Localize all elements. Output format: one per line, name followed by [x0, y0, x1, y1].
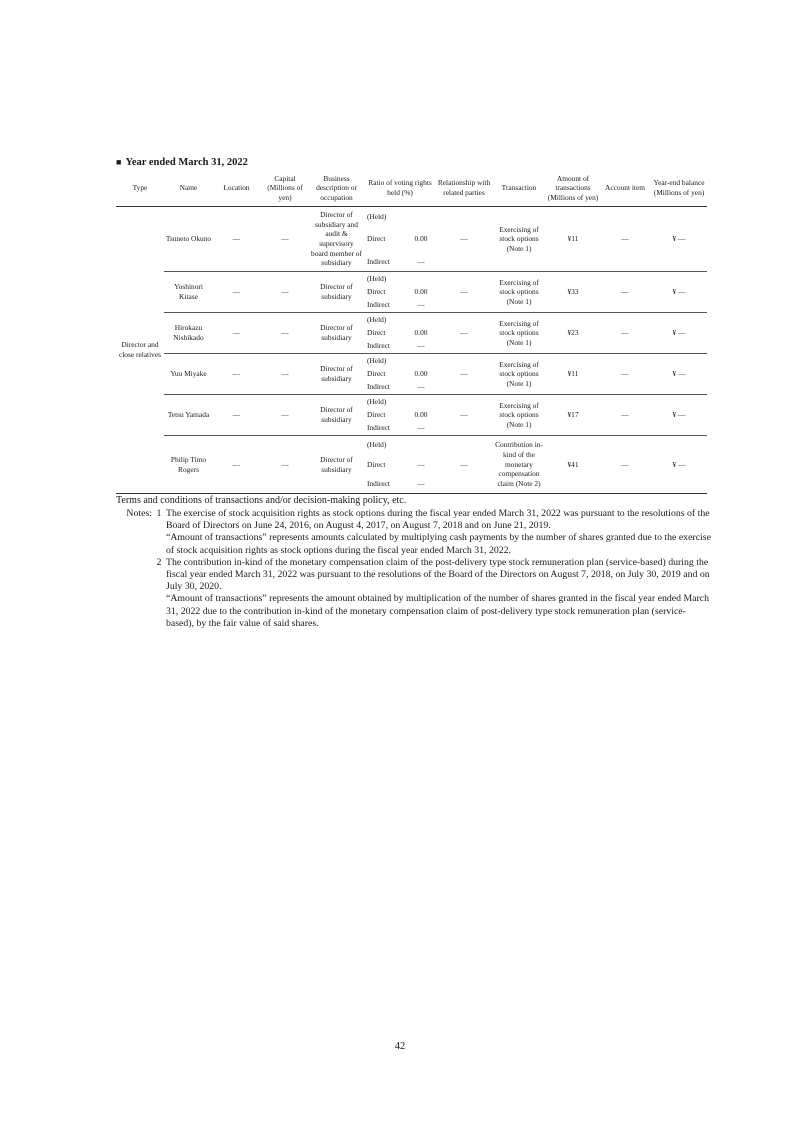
capital-cell: —	[260, 207, 310, 272]
relationship-cell: —	[437, 395, 491, 436]
table-row	[116, 354, 707, 395]
relationship-cell: —	[437, 436, 491, 494]
ratio-cell	[363, 436, 437, 494]
direct-value: 0.00	[414, 328, 428, 338]
business-cell: Director of subsidiary	[310, 436, 363, 494]
account-cell: —	[599, 313, 651, 354]
direct-label: Direct	[367, 328, 386, 338]
related-party-table	[116, 170, 707, 494]
balance-cell: ¥ —	[651, 272, 707, 313]
ratio-cell	[363, 395, 437, 436]
account-cell: —	[599, 272, 651, 313]
col-header-balance: Year-end balance (Millions of yen)	[651, 170, 707, 207]
ratio-cell	[363, 207, 437, 272]
transaction-cell: Exercising of stock options (Note 1)	[491, 207, 547, 272]
capital-cell: —	[260, 354, 310, 395]
indirect-label: Indirect	[367, 341, 390, 351]
note-number: 1	[156, 508, 162, 519]
business-cell: Director of subsidiary	[310, 272, 363, 313]
notes-label: Notes:	[126, 508, 152, 519]
name-cell: Tsuneto Okuno	[164, 207, 213, 272]
held-label: (Held)	[367, 356, 387, 366]
note-item	[116, 508, 712, 557]
name-cell: Yoshinori Kitase	[164, 272, 213, 313]
ratio-cell	[363, 272, 437, 313]
direct-label: Direct	[367, 234, 386, 244]
note-paragraph: “Amount of transactions” represents amounts calculated by multiplying cash payments by the number of shares granted due to the exercise of stock acquisition rights as stock options during the fiscal year ended March 31, 2022.	[166, 532, 711, 556]
account-cell: —	[599, 354, 651, 395]
indirect-value: —	[417, 341, 425, 351]
account-cell: —	[599, 436, 651, 494]
indirect-value: —	[417, 256, 425, 266]
held-label: (Held)	[367, 397, 387, 407]
capital-cell: —	[260, 436, 310, 494]
table-header-row	[116, 170, 707, 207]
direct-value: 0.00	[414, 410, 428, 420]
direct-label: Direct	[367, 369, 386, 379]
direct-value: —	[417, 459, 425, 469]
relationship-cell: —	[437, 354, 491, 395]
col-header-ratio: Ratio of voting rights held (%)	[363, 170, 437, 207]
transaction-cell: Exercising of stock options (Note 1)	[491, 272, 547, 313]
table-row	[116, 207, 707, 272]
held-label: (Held)	[367, 274, 387, 284]
indirect-label: Indirect	[367, 382, 390, 392]
business-cell: Director of subsidiary	[310, 313, 363, 354]
location-cell: —	[213, 313, 260, 354]
col-header-location: Location	[213, 170, 260, 207]
amount-cell: ¥11	[547, 354, 599, 395]
relationship-cell: —	[437, 272, 491, 313]
indirect-label: Indirect	[367, 256, 390, 266]
col-header-capital: Capital (Millions of yen)	[260, 170, 310, 207]
notes-section	[116, 508, 712, 630]
col-header-business: Business description or occupation	[310, 170, 363, 207]
amount-cell: ¥17	[547, 395, 599, 436]
indirect-value: —	[417, 423, 425, 433]
col-header-amount: Amount of transactions (Millions of yen)	[547, 170, 599, 207]
held-label: (Held)	[367, 440, 387, 450]
table-row	[116, 272, 707, 313]
ratio-cell	[363, 313, 437, 354]
capital-cell: —	[260, 313, 310, 354]
page-number: 42	[394, 1041, 406, 1052]
business-cell: Director of subsidiary and audit & supervisory board member of subsidiary	[310, 207, 363, 272]
direct-value: 0.00	[414, 287, 428, 297]
col-header-account: Account item	[599, 170, 651, 207]
col-header-type: Type	[116, 170, 164, 207]
amount-cell: ¥41	[547, 436, 599, 494]
relationship-cell: —	[437, 313, 491, 354]
location-cell: —	[213, 207, 260, 272]
indirect-label: Indirect	[367, 423, 390, 433]
account-cell: —	[599, 395, 651, 436]
transaction-cell: Exercising of stock options (Note 1)	[491, 313, 547, 354]
location-cell: —	[213, 272, 260, 313]
name-cell: Yuu Miyake	[164, 354, 213, 395]
note-paragraph: The exercise of stock acquisition rights as stock options during the fiscal year ended March 31, 2022 was pursuant to the resolutions of the Board of Directors on June 24, 2016, on August 4, 2017, on August 7, 2018 and on June 21, 2019.	[166, 508, 710, 532]
location-cell: —	[213, 354, 260, 395]
name-cell: Philip Timo Rogers	[164, 436, 213, 494]
business-cell: Director of subsidiary	[310, 395, 363, 436]
indirect-value: —	[417, 479, 425, 489]
name-cell: Tetsu Yamada	[164, 395, 213, 436]
table-row	[116, 395, 707, 436]
name-cell: Hirokazu Nishikado	[164, 313, 213, 354]
balance-cell: ¥ —	[651, 313, 707, 354]
terms-caption: Terms and conditions of transactions and/or decision-making policy, etc.	[116, 495, 407, 506]
amount-cell: ¥23	[547, 313, 599, 354]
note-paragraph: The contribution in-kind of the monetary compensation claim of the post-delivery type stock remuneration plan (service-based) during the fiscal year ended March 31, 2022 was pursuant to the resolutions of the Board of the Directors on August 7, 2018, on July 30, 2019 and on July 30, 2020.	[166, 556, 710, 593]
note-item	[116, 557, 712, 630]
direct-label: Direct	[367, 287, 386, 297]
section-title: Year ended March 31, 2022	[125, 157, 248, 168]
balance-cell: ¥ —	[651, 354, 707, 395]
direct-value: 0.00	[414, 234, 428, 244]
capital-cell: —	[260, 272, 310, 313]
note-number: 2	[156, 556, 162, 568]
direct-value: 0.00	[414, 369, 428, 379]
location-cell: —	[213, 395, 260, 436]
table-row	[116, 313, 707, 354]
direct-label: Direct	[367, 459, 386, 469]
held-label: (Held)	[367, 315, 387, 325]
transaction-cell: Contribution in-kind of the monetary compensation claim (Note 2)	[491, 436, 547, 494]
indirect-value: —	[417, 382, 425, 392]
indirect-value: —	[417, 300, 425, 310]
capital-cell: —	[260, 395, 310, 436]
amount-cell: ¥33	[547, 272, 599, 313]
transaction-cell: Exercising of stock options (Note 1)	[491, 354, 547, 395]
indirect-label: Indirect	[367, 479, 390, 489]
ratio-cell	[363, 354, 437, 395]
table-row	[116, 436, 707, 494]
direct-label: Direct	[367, 410, 386, 420]
square-bullet-icon: ■	[116, 157, 122, 167]
business-cell: Director of subsidiary	[310, 354, 363, 395]
account-cell: —	[599, 207, 651, 272]
section-heading	[116, 157, 248, 168]
note-paragraph: “Amount of transactions” represents the amount obtained by multiplication of the number of shares granted in the fiscal year ended March 31, 2022 due to the contribution in-kind of the monetary compensation claim of post-delivery type stock remuneration plan (service-based), by the fair value of said shares.	[166, 593, 710, 629]
col-header-name: Name	[164, 170, 213, 207]
col-header-relationship: Relationship with related parties	[437, 170, 491, 207]
col-header-transaction: Transaction	[491, 170, 547, 207]
held-label: (Held)	[367, 211, 387, 221]
relationship-cell: —	[437, 207, 491, 272]
location-cell: —	[213, 436, 260, 494]
balance-cell: ¥ —	[651, 395, 707, 436]
balance-cell: ¥ —	[651, 207, 707, 272]
balance-cell: ¥ —	[651, 436, 707, 494]
type-cell: Director and close relatives	[116, 207, 164, 494]
transaction-cell: Exercising of stock options (Note 1)	[491, 395, 547, 436]
indirect-label: Indirect	[367, 300, 390, 310]
amount-cell: ¥11	[547, 207, 599, 272]
